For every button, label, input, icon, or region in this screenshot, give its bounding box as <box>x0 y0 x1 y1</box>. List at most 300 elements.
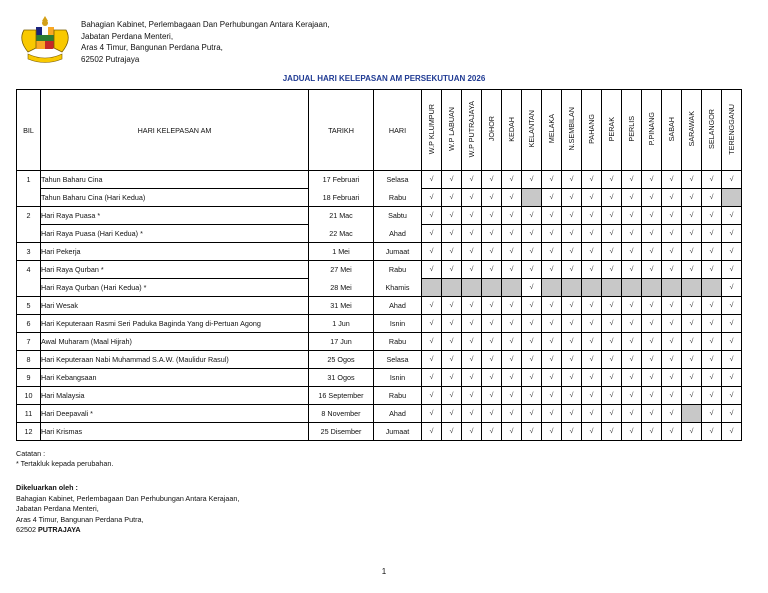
notes-label: Catatan : <box>16 449 46 458</box>
holiday-tick: √ <box>442 369 462 387</box>
holiday-tick: √ <box>662 369 682 387</box>
header-state <box>522 90 542 171</box>
holiday-tick: √ <box>722 387 742 405</box>
holiday-tick: √ <box>522 279 542 297</box>
header-state-label: PERLIS <box>627 116 636 142</box>
not-holiday-cell <box>522 189 542 207</box>
holiday-tick: √ <box>642 189 662 207</box>
holiday-date: 21 Mac <box>309 207 374 225</box>
holiday-tick: √ <box>622 315 642 333</box>
holiday-name: Tahun Baharu Cina <box>41 171 309 189</box>
holiday-tick: √ <box>642 315 662 333</box>
holiday-tick: √ <box>422 315 442 333</box>
holiday-tick: √ <box>662 225 682 243</box>
holiday-tick: √ <box>702 189 722 207</box>
holiday-tick: √ <box>422 189 442 207</box>
holiday-tick: √ <box>462 261 482 279</box>
holiday-tick: √ <box>722 333 742 351</box>
holiday-tick: √ <box>642 243 662 261</box>
holiday-tick: √ <box>662 423 682 441</box>
holiday-tick: √ <box>702 261 722 279</box>
holiday-tick: √ <box>662 243 682 261</box>
header-state <box>722 90 742 171</box>
holiday-tick: √ <box>442 333 462 351</box>
holiday-tick: √ <box>522 405 542 423</box>
holiday-tick: √ <box>462 171 482 189</box>
header-address <box>81 19 330 65</box>
row-number: 12 <box>17 423 41 441</box>
not-holiday-cell <box>682 405 702 423</box>
holiday-tick: √ <box>682 207 702 225</box>
holiday-tick: √ <box>582 333 602 351</box>
header-state-label: KELANTAN <box>527 110 536 148</box>
holiday-tick: √ <box>462 243 482 261</box>
holiday-tick: √ <box>462 225 482 243</box>
holiday-tick: √ <box>522 243 542 261</box>
holiday-name: Hari Raya Qurban (Hari Kedua) * <box>41 279 309 297</box>
address-line: Bahagian Kabinet, Perlembagaan Dan Perhubungan Antara Kerajaan, <box>81 20 330 29</box>
holiday-tick: √ <box>602 207 622 225</box>
holiday-day: Ahad <box>374 297 422 315</box>
holiday-tick: √ <box>502 207 522 225</box>
header-state <box>502 90 522 171</box>
table-header-row <box>17 90 742 171</box>
holiday-tick: √ <box>442 351 462 369</box>
holiday-tick: √ <box>502 369 522 387</box>
holiday-name: Hari Malaysia <box>41 387 309 405</box>
holiday-tick: √ <box>442 423 462 441</box>
holiday-tick: √ <box>642 369 662 387</box>
holiday-tick: √ <box>482 351 502 369</box>
holiday-name: Hari Raya Puasa (Hari Kedua) * <box>41 225 309 243</box>
holiday-tick: √ <box>582 189 602 207</box>
holiday-day: Jumaat <box>374 243 422 261</box>
notes-section <box>16 449 113 469</box>
not-holiday-cell <box>622 279 642 297</box>
holiday-tick: √ <box>482 189 502 207</box>
holiday-tick: √ <box>682 423 702 441</box>
table-row <box>17 351 742 369</box>
holiday-day: Isnin <box>374 315 422 333</box>
header-state <box>562 90 582 171</box>
holiday-tick: √ <box>722 261 742 279</box>
holiday-tick: √ <box>642 297 662 315</box>
holiday-date: 31 Mei <box>309 297 374 315</box>
holiday-tick: √ <box>582 207 602 225</box>
holiday-tick: √ <box>502 261 522 279</box>
table-row <box>17 423 742 441</box>
holiday-tick: √ <box>722 351 742 369</box>
holiday-tick: √ <box>562 369 582 387</box>
holiday-tick: √ <box>582 387 602 405</box>
holiday-tick: √ <box>682 387 702 405</box>
table-row <box>17 207 742 225</box>
header-day: HARI <box>374 90 422 171</box>
holiday-tick: √ <box>662 387 682 405</box>
holiday-tick: √ <box>662 405 682 423</box>
header-state <box>682 90 702 171</box>
holiday-tick: √ <box>682 225 702 243</box>
holiday-tick: √ <box>602 387 622 405</box>
holiday-tick: √ <box>622 405 642 423</box>
holiday-tick: √ <box>642 351 662 369</box>
holiday-day: Sabtu <box>374 207 422 225</box>
holiday-day: Rabu <box>374 261 422 279</box>
holiday-tick: √ <box>702 351 722 369</box>
header-state-label: W.P LABUAN <box>447 107 456 151</box>
holiday-date: 17 Jun <box>309 333 374 351</box>
row-number: 8 <box>17 351 41 369</box>
row-number: 11 <box>17 405 41 423</box>
holiday-tick: √ <box>442 171 462 189</box>
holiday-day: Rabu <box>374 333 422 351</box>
holiday-tick: √ <box>722 405 742 423</box>
holiday-tick: √ <box>502 351 522 369</box>
holiday-tick: √ <box>602 225 622 243</box>
not-holiday-cell <box>662 279 682 297</box>
holiday-tick: √ <box>562 405 582 423</box>
address-line: 62502 Putrajaya <box>81 54 140 64</box>
holiday-tick: √ <box>722 279 742 297</box>
holiday-tick: √ <box>542 423 562 441</box>
holiday-tick: √ <box>522 423 542 441</box>
header-date: TARIKH <box>309 90 374 171</box>
header-state-label: N.SEMBILAN <box>567 107 576 151</box>
not-holiday-cell <box>502 279 522 297</box>
holiday-tick: √ <box>622 261 642 279</box>
issued-postcode: 62502 <box>16 525 36 534</box>
holiday-name: Awal Muharam (Maal Hijrah) <box>41 333 309 351</box>
holiday-tick: √ <box>682 261 702 279</box>
holiday-tick: √ <box>642 423 662 441</box>
holiday-tick: √ <box>562 315 582 333</box>
holiday-tick: √ <box>722 423 742 441</box>
holiday-tick: √ <box>562 333 582 351</box>
holiday-tick: √ <box>502 423 522 441</box>
holiday-tick: √ <box>482 369 502 387</box>
table-row <box>17 261 742 279</box>
holiday-tick: √ <box>702 243 722 261</box>
holiday-tick: √ <box>542 225 562 243</box>
holiday-tick: √ <box>542 351 562 369</box>
header-state <box>542 90 562 171</box>
holiday-tick: √ <box>422 261 442 279</box>
holiday-tick: √ <box>442 189 462 207</box>
holiday-date: 18 Februari <box>309 189 374 207</box>
header-holiday: HARI KELEPASAN AM <box>41 90 309 171</box>
holiday-date: 8 November <box>309 405 374 423</box>
holiday-tick: √ <box>442 387 462 405</box>
holiday-name: Hari Kebangsaan <box>41 369 309 387</box>
holiday-tick: √ <box>522 333 542 351</box>
table-row <box>17 189 742 207</box>
table-row <box>17 333 742 351</box>
holiday-tick: √ <box>682 333 702 351</box>
holiday-tick: √ <box>682 315 702 333</box>
not-holiday-cell <box>582 279 602 297</box>
holiday-tick: √ <box>702 405 722 423</box>
holiday-tick: √ <box>482 243 502 261</box>
header-state <box>422 90 442 171</box>
row-number: 10 <box>17 387 41 405</box>
holiday-date: 1 Mei <box>309 243 374 261</box>
table-row <box>17 279 742 297</box>
issued-line: Jabatan Perdana Menteri, <box>16 504 99 513</box>
issued-by-section <box>16 483 239 536</box>
not-holiday-cell <box>462 279 482 297</box>
holiday-tick: √ <box>622 351 642 369</box>
holiday-tick: √ <box>682 171 702 189</box>
holiday-tick: √ <box>502 225 522 243</box>
row-number: 6 <box>17 315 41 333</box>
holiday-tick: √ <box>522 297 542 315</box>
holiday-tick: √ <box>522 225 542 243</box>
holiday-tick: √ <box>662 207 682 225</box>
holiday-tick: √ <box>502 405 522 423</box>
holiday-tick: √ <box>602 351 622 369</box>
holiday-tick: √ <box>702 369 722 387</box>
holiday-tick: √ <box>482 207 502 225</box>
holiday-tick: √ <box>642 207 662 225</box>
row-number: 4 <box>17 261 41 279</box>
holiday-tick: √ <box>542 405 562 423</box>
holiday-tick: √ <box>702 297 722 315</box>
holiday-tick: √ <box>422 333 442 351</box>
holiday-tick: √ <box>482 333 502 351</box>
holiday-tick: √ <box>662 315 682 333</box>
holiday-tick: √ <box>582 261 602 279</box>
header-state <box>702 90 722 171</box>
table-row <box>17 315 742 333</box>
holiday-tick: √ <box>562 225 582 243</box>
holiday-tick: √ <box>562 423 582 441</box>
row-number <box>17 279 41 297</box>
holiday-tick: √ <box>602 261 622 279</box>
holiday-tick: √ <box>542 387 562 405</box>
issued-label: Dikeluarkan oleh : <box>16 483 78 492</box>
holiday-tick: √ <box>462 207 482 225</box>
holiday-name: Hari Pekerja <box>41 243 309 261</box>
holiday-date: 27 Mei <box>309 261 374 279</box>
not-holiday-cell <box>442 279 462 297</box>
holiday-name: Tahun Baharu Cina (Hari Kedua) <box>41 189 309 207</box>
header-state-label: W.P PUTRAJAYA <box>467 100 476 158</box>
holiday-tick: √ <box>602 369 622 387</box>
holiday-tick: √ <box>462 351 482 369</box>
holiday-day: Isnin <box>374 369 422 387</box>
holiday-tick: √ <box>562 297 582 315</box>
holiday-tick: √ <box>582 405 602 423</box>
row-number: 9 <box>17 369 41 387</box>
holiday-tick: √ <box>702 225 722 243</box>
holiday-tick: √ <box>422 423 442 441</box>
not-holiday-cell <box>562 279 582 297</box>
row-number <box>17 189 41 207</box>
holiday-tick: √ <box>422 171 442 189</box>
holiday-tick: √ <box>482 171 502 189</box>
holiday-tick: √ <box>682 243 702 261</box>
holiday-date: 16 September <box>309 387 374 405</box>
holiday-name: Hari Deepavali * <box>41 405 309 423</box>
holiday-tick: √ <box>422 351 442 369</box>
header-state-label: SABAH <box>667 116 676 142</box>
holiday-tick: √ <box>622 423 642 441</box>
holiday-tick: √ <box>422 405 442 423</box>
holiday-tick: √ <box>722 369 742 387</box>
holiday-tick: √ <box>662 351 682 369</box>
holiday-tick: √ <box>562 207 582 225</box>
holiday-tick: √ <box>462 297 482 315</box>
holiday-tick: √ <box>562 351 582 369</box>
coat-of-arms-logo <box>16 14 74 66</box>
holiday-tick: √ <box>642 261 662 279</box>
holiday-tick: √ <box>582 297 602 315</box>
holiday-tick: √ <box>662 171 682 189</box>
holiday-tick: √ <box>482 423 502 441</box>
holiday-tick: √ <box>442 405 462 423</box>
holiday-tick: √ <box>482 297 502 315</box>
holiday-tick: √ <box>422 225 442 243</box>
header-state-label: TERENGGANU <box>727 103 736 155</box>
holiday-tick: √ <box>582 315 602 333</box>
address-line: Aras 4 Timur, Bangunan Perdana Putra, <box>81 43 223 52</box>
holiday-tick: √ <box>622 369 642 387</box>
holiday-tick: √ <box>722 243 742 261</box>
holiday-tick: √ <box>502 297 522 315</box>
row-number: 3 <box>17 243 41 261</box>
holiday-tick: √ <box>602 423 622 441</box>
holiday-tick: √ <box>482 315 502 333</box>
not-holiday-cell <box>482 279 502 297</box>
holiday-tick: √ <box>722 225 742 243</box>
holiday-tick: √ <box>522 369 542 387</box>
holiday-tick: √ <box>702 207 722 225</box>
holiday-tick: √ <box>662 297 682 315</box>
holiday-tick: √ <box>562 387 582 405</box>
header-state-label: MELAKA <box>547 114 556 144</box>
holiday-name: Hari Raya Puasa * <box>41 207 309 225</box>
holiday-tick: √ <box>542 369 562 387</box>
header-state <box>642 90 662 171</box>
header-state <box>442 90 462 171</box>
holiday-tick: √ <box>542 243 562 261</box>
holiday-tick: √ <box>622 297 642 315</box>
table-row <box>17 243 742 261</box>
not-holiday-cell <box>602 279 622 297</box>
issued-postcode-line <box>16 525 239 536</box>
holiday-tick: √ <box>662 333 682 351</box>
header-state <box>582 90 602 171</box>
holiday-tick: √ <box>642 333 662 351</box>
holiday-tick: √ <box>582 225 602 243</box>
holiday-tick: √ <box>542 333 562 351</box>
row-number: 1 <box>17 171 41 189</box>
holiday-day: Rabu <box>374 387 422 405</box>
not-holiday-cell <box>642 279 662 297</box>
holiday-tick: √ <box>522 207 542 225</box>
holiday-tick: √ <box>602 333 622 351</box>
holiday-tick: √ <box>522 315 542 333</box>
holiday-tick: √ <box>642 171 662 189</box>
holiday-tick: √ <box>682 189 702 207</box>
holiday-tick: √ <box>542 189 562 207</box>
holiday-tick: √ <box>482 405 502 423</box>
holiday-table <box>16 89 742 441</box>
header-state <box>602 90 622 171</box>
holiday-tick: √ <box>462 387 482 405</box>
holiday-tick: √ <box>442 315 462 333</box>
holiday-tick: √ <box>462 369 482 387</box>
holiday-tick: √ <box>562 243 582 261</box>
table-row <box>17 225 742 243</box>
holiday-tick: √ <box>682 297 702 315</box>
holiday-name: Hari Keputeraan Rasmi Seri Paduka Baginda Yang di-Pertuan Agong <box>41 315 309 333</box>
holiday-tick: √ <box>582 243 602 261</box>
holiday-tick: √ <box>662 261 682 279</box>
holiday-date: 1 Jun <box>309 315 374 333</box>
holiday-day: Ahad <box>374 405 422 423</box>
notes-item: * Tertakluk kepada perubahan. <box>16 459 114 468</box>
holiday-tick: √ <box>482 261 502 279</box>
not-holiday-cell <box>702 279 722 297</box>
holiday-tick: √ <box>522 171 542 189</box>
page-number: 1 <box>381 567 387 576</box>
header-state <box>662 90 682 171</box>
not-holiday-cell <box>722 189 742 207</box>
holiday-tick: √ <box>702 423 722 441</box>
holiday-tick: √ <box>442 207 462 225</box>
holiday-name: Hari Wesak <box>41 297 309 315</box>
holiday-tick: √ <box>622 243 642 261</box>
holiday-date: 25 Ogos <box>309 351 374 369</box>
row-number: 7 <box>17 333 41 351</box>
holiday-date: 25 Disember <box>309 423 374 441</box>
holiday-tick: √ <box>722 207 742 225</box>
header-state-label: SARAWAK <box>687 111 696 147</box>
holiday-tick: √ <box>702 387 722 405</box>
holiday-tick: √ <box>442 243 462 261</box>
holiday-tick: √ <box>582 351 602 369</box>
holiday-tick: √ <box>582 369 602 387</box>
holiday-tick: √ <box>442 225 462 243</box>
table-row <box>17 405 742 423</box>
holiday-date: 17 Februari <box>309 171 374 189</box>
holiday-tick: √ <box>562 189 582 207</box>
holiday-tick: √ <box>602 405 622 423</box>
holiday-tick: √ <box>542 315 562 333</box>
holiday-tick: √ <box>722 171 742 189</box>
holiday-tick: √ <box>422 369 442 387</box>
holiday-tick: √ <box>462 405 482 423</box>
holiday-tick: √ <box>422 297 442 315</box>
header-state-label: PERAK <box>607 116 616 142</box>
holiday-tick: √ <box>542 207 562 225</box>
holiday-tick: √ <box>482 225 502 243</box>
holiday-tick: √ <box>442 261 462 279</box>
holiday-name: Hari Keputeraan Nabi Muhammad S.A.W. (Maulidur Rasul) <box>41 351 309 369</box>
holiday-tick: √ <box>462 315 482 333</box>
header-bil: BIL <box>17 90 41 171</box>
holiday-tick: √ <box>622 171 642 189</box>
header-state-label: JOHOR <box>487 116 496 142</box>
holiday-tick: √ <box>602 189 622 207</box>
header-state-label: KEDAH <box>507 116 516 142</box>
holiday-tick: √ <box>542 171 562 189</box>
holiday-tick: √ <box>522 261 542 279</box>
holiday-day: Selasa <box>374 171 422 189</box>
holiday-tick: √ <box>522 351 542 369</box>
holiday-tick: √ <box>422 387 442 405</box>
